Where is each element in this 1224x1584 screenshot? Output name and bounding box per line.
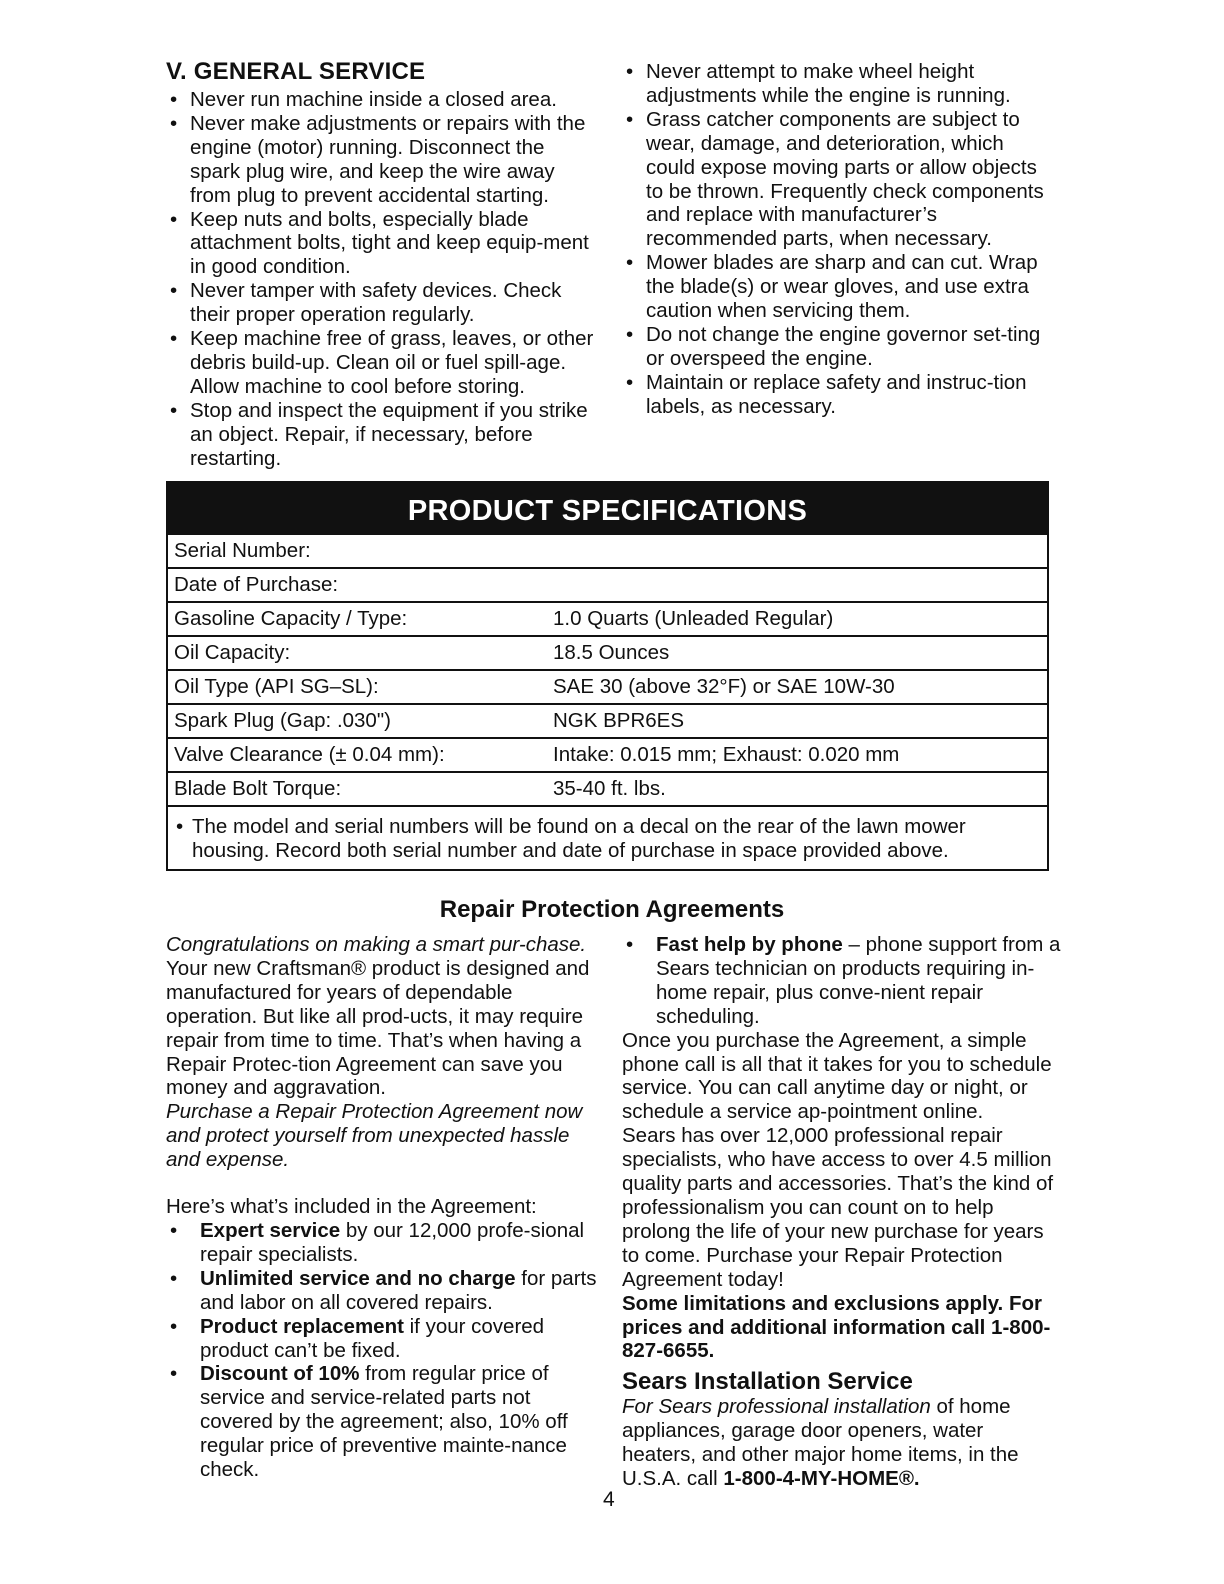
benefit-item <box>622 933 1062 1029</box>
limitations-paragraph: Some limitations and exclusions apply. For prices and additional information call 1-800-827-6655. <box>622 1291 1051 1363</box>
spec-row <box>168 737 1047 771</box>
spec-label: Serial Number: <box>174 539 311 562</box>
benefits-list <box>166 1219 598 1482</box>
list-item: • Never run machine inside a closed area. <box>166 88 596 112</box>
benefit-title: Expert service <box>200 1218 341 1242</box>
list-item: • Keep nuts and bolts, especially blade attachment bolts, tight and keep equip-ment in good condition. <box>166 208 596 280</box>
general-service-list-right <box>622 60 1052 419</box>
spec-row <box>168 771 1047 805</box>
purchase-paragraph: Purchase a Repair Protection Agreement now and protect yourself from unexpected hassle and expense. <box>166 1100 583 1172</box>
list-item: • Mower blades are sharp and can cut. Wrap the blade(s) or wear gloves, and use extra caution when servicing them. <box>622 251 1052 323</box>
spec-row <box>168 567 1047 601</box>
specifications-title: PRODUCT SPECIFICATIONS <box>168 483 1047 535</box>
general-service-left <box>166 58 596 471</box>
page-number: 4 <box>603 1488 615 1511</box>
benefit-item <box>166 1315 598 1363</box>
benefit-item <box>166 1267 598 1315</box>
list-item: • Never make adjustments or repairs with the engine (motor) running. Disconnect the spark plug wire, and keep the wire away from plug to prevent accidental starting. <box>166 112 596 208</box>
spec-label: Date of Purchase: <box>174 573 339 596</box>
spec-label: Spark Plug (Gap: .030") <box>174 709 391 732</box>
benefit-text: – phone support from a Sears technician on products requiring in-home repair, plus conve-nient repair scheduling. <box>656 933 1061 1028</box>
benefit-text: for parts and labor on all covered repairs. <box>200 1266 597 1314</box>
list-item: • Grass catcher components are subject to wear, damage, and deterioration, which could expose moving parts or allow objects to be thrown. Frequently check components and replace with manufacturer’s recommended parts, when necessary. <box>622 108 1052 251</box>
spec-value: SAE 30 (above 32°F) or SAE 10W-30 <box>553 675 895 698</box>
spec-row <box>168 601 1047 635</box>
spec-note <box>168 805 1047 869</box>
repair-protection-left <box>166 933 598 1482</box>
repair-protection-right <box>622 933 1062 1491</box>
benefit-text: if your covered product can’t be fixed. <box>200 1314 545 1362</box>
list-item: • Stop and inspect the equipment if you strike an object. Repair, if necessary, before restarting. <box>166 399 596 471</box>
intro-italic: Congratulations on making a smart pur-chase. <box>166 933 587 956</box>
general-service-right <box>622 60 1052 419</box>
installation-paragraph <box>622 1395 1062 1491</box>
benefit-item <box>166 1362 598 1482</box>
spec-row <box>168 535 1047 567</box>
sears-paragraph: Sears has over 12,000 professional repair specialists, who have access to over 4.5 million quality parts and accessories. That’s the kind of professionalism you can count on to help prolong the life of your new purchase for years to come. Purchase your Repair Protection Agreement today! <box>622 1124 1054 1291</box>
intro-paragraph <box>166 933 598 1100</box>
list-item: • Do not change the engine governor set-ting or overspeed the engine. <box>622 323 1052 371</box>
list-item: • Never tamper with safety devices. Check their proper operation regularly. <box>166 279 596 327</box>
spec-label: Blade Bolt Torque: <box>174 777 342 800</box>
benefit-item <box>166 1219 598 1267</box>
intro-text: Your new Craftsman® product is designed and manufactured for years of dependable operation. But like all prod-ucts, it may require repair from time to time. That’s when having a Repair Protec-tion Agreement can save you money and aggravation. <box>166 956 590 1100</box>
spec-value: 1.0 Quarts (Unleaded Regular) <box>553 607 834 630</box>
benefit-title: Discount of 10% <box>200 1362 360 1386</box>
benefit-title: Unlimited service and no charge <box>200 1266 516 1290</box>
benefit-text: from regular price of service and service-related parts not covered by the agreement; also, 10% off regular price of preventive mainte-nance check. <box>200 1362 568 1482</box>
spec-value: 35-40 ft. lbs. <box>553 777 666 800</box>
repair-protection-heading: Repair Protection Agreements <box>439 896 785 923</box>
installation-phone: 1-800-4-MY-HOME®. <box>723 1467 920 1491</box>
installation-italic: For Sears professional installation <box>622 1395 931 1419</box>
list-item: • Keep machine free of grass, leaves, or other debris build-up. Clean oil or fuel spill-age. Allow machine to cool before storing. <box>166 327 596 399</box>
spec-value: NGK BPR6ES <box>553 709 685 732</box>
product-specifications-table <box>166 481 1049 871</box>
spec-row <box>168 703 1047 737</box>
installation-heading: Sears Installation Service <box>622 1368 913 1396</box>
spec-value <box>553 535 1047 567</box>
spec-value <box>553 569 1047 601</box>
section-heading: V. GENERAL SERVICE <box>166 58 426 85</box>
spec-value: 18.5 Ounces <box>553 641 670 664</box>
once-paragraph: Once you purchase the Agreement, a simple phone call is all that it takes for you to schedule service. You can call anytime day or night, or schedule a service ap-pointment online. <box>622 1028 1052 1124</box>
benefit-title: Fast help by phone <box>656 933 843 956</box>
spec-label: Gasoline Capacity / Type: <box>174 607 408 630</box>
installation-text: of home appliances, garage door openers, water heaters, and other major home items, in the U.S.A. call <box>622 1395 1019 1491</box>
list-item: • Never attempt to make wheel height adjustments while the engine is running. <box>622 60 1052 108</box>
benefit-text: by our 12,000 profe-sional repair specialists. <box>200 1218 585 1266</box>
spec-row <box>168 669 1047 703</box>
spec-row <box>168 635 1047 669</box>
benefits-list-continued <box>622 933 1062 1029</box>
benefit-title: Product replacement <box>200 1314 404 1338</box>
spec-label: Oil Type (API SG–SL): <box>174 675 379 698</box>
spec-label: Oil Capacity: <box>174 641 291 664</box>
spec-label: Valve Clearance (± 0.04 mm): <box>174 743 445 766</box>
included-intro: Here’s what’s included in the Agreement: <box>166 1195 537 1219</box>
general-service-list-left <box>166 88 596 471</box>
spec-value: Intake: 0.015 mm; Exhaust: 0.020 mm <box>553 743 900 766</box>
list-item: • Maintain or replace safety and instruc-tion labels, as necessary. <box>622 371 1052 419</box>
spec-note-text: • The model and serial numbers will be found on a decal on the rear of the lawn mower housing. Record both serial number and date of purchase in space provided above. <box>174 815 1041 863</box>
